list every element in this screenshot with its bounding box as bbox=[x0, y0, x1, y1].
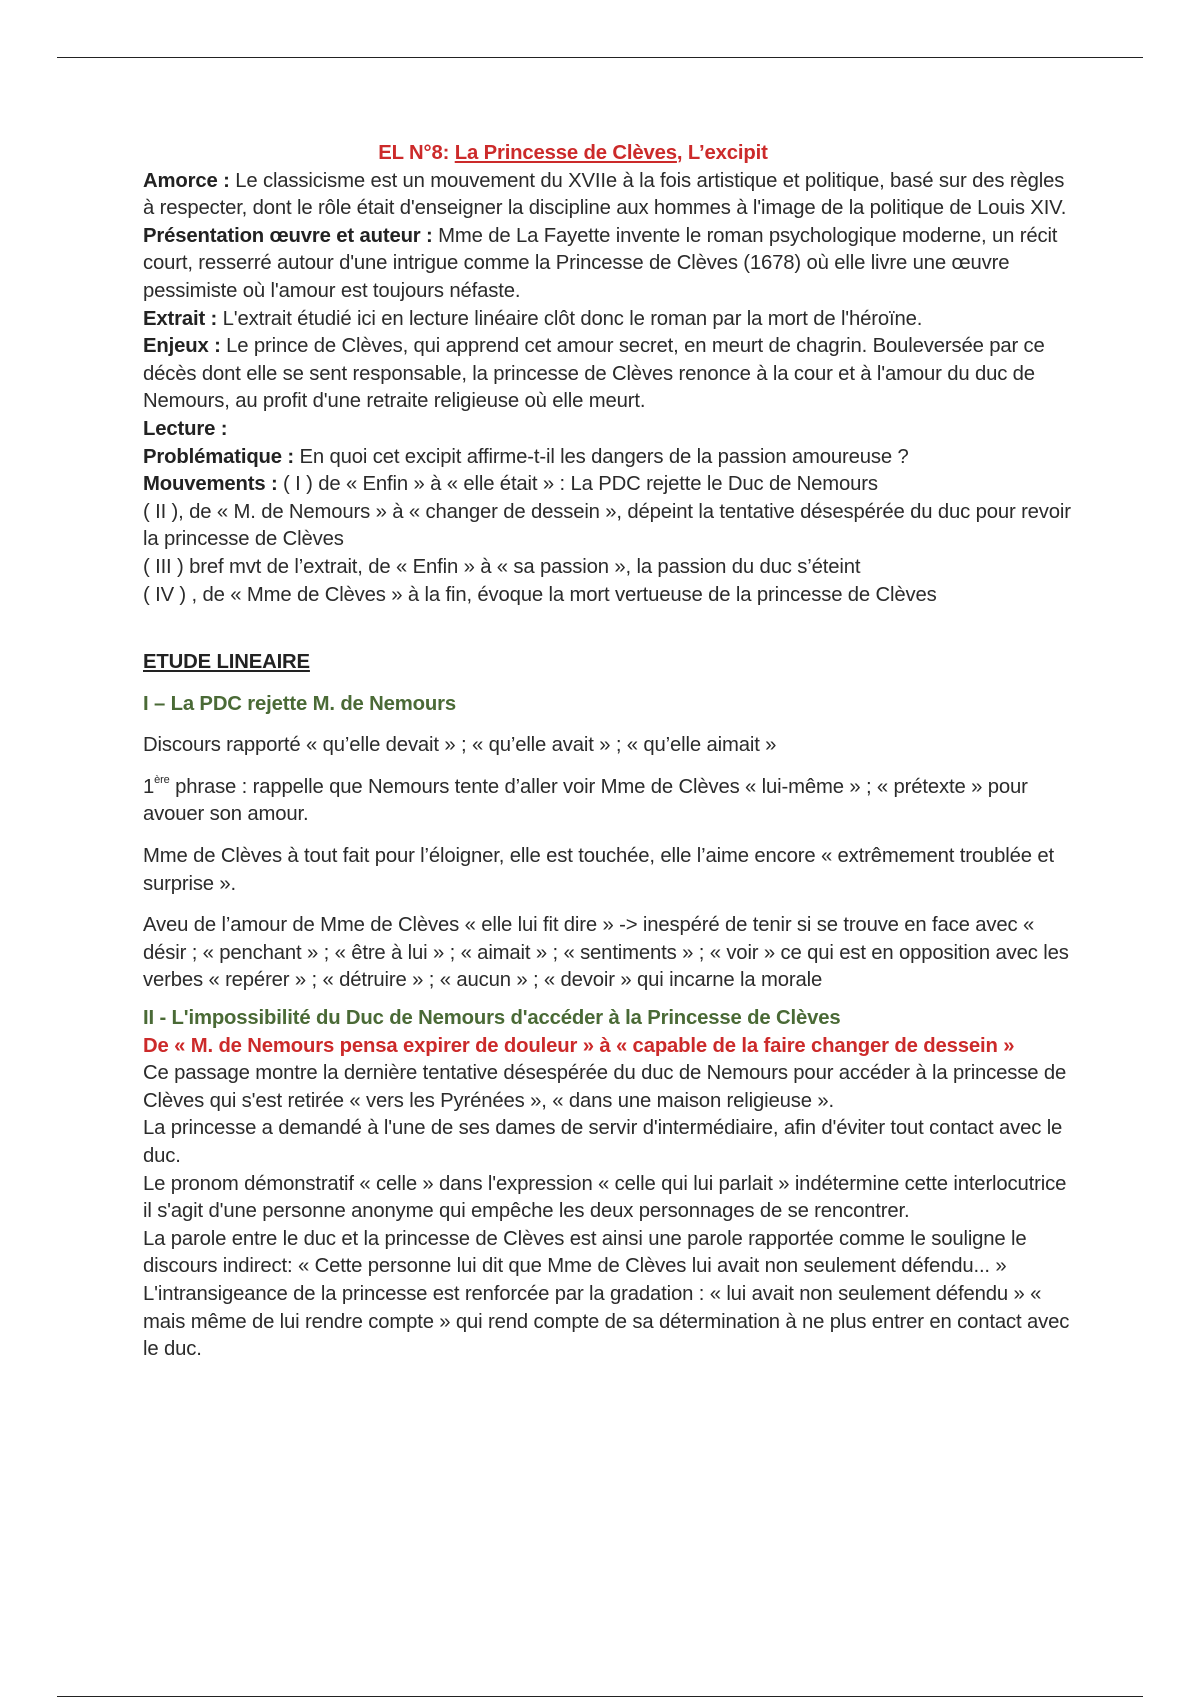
movement-4: ( IV ) , de « Mme de Clèves » à la fin, évoque la mort vertueuse de la princesse de Clèves bbox=[143, 583, 937, 606]
part1-paragraph: 1ère phrase : rappelle que Nemours tente d’aller voir Mme de Clèves « lui-même » ; « prétexte » pour avouer son amour. bbox=[143, 774, 1028, 826]
top-rule bbox=[57, 57, 1143, 58]
intro-problematique: Problématique : En quoi cet excipit affirme-t-il les dangers de la passion amoureuse ? bbox=[143, 445, 909, 468]
part1-paragraph: Discours rapporté « qu’elle devait » ; « qu’elle avait » ; « qu’elle aimait » bbox=[143, 734, 777, 757]
part2-paragraph: La parole entre le duc et la princesse de Clèves est ainsi une parole rapportée comme le souligne le discours indirect: « Cette personne lui dit que Mme de Clèves lui avait non seulement défendu... » bbox=[143, 1227, 1027, 1278]
part2-heading: II - L'impossibilité du Duc de Nemours d'accéder à la Princesse de Clèves bbox=[143, 1007, 841, 1030]
page-title: EL N°8: La Princesse de Clèves, L’excipit bbox=[378, 142, 768, 164]
movement-2: ( II ), de « M. de Nemours » à « changer de dessein », dépeint la tentative désespérée du duc pour revoir la princesse de Clèves bbox=[143, 500, 1071, 551]
part2-paragraph: La princesse a demandé à l'une de ses dames de servir d'intermédiaire, afin d'éviter tout contact avec le duc. bbox=[143, 1117, 1063, 1167]
book-title: La Princesse de Clèves bbox=[454, 142, 677, 164]
intro-extrait: Extrait : L'extrait étudié ici en lecture linéaire clôt donc le roman par la mort de l'héroïne. bbox=[143, 307, 923, 330]
part2-paragraph: Le pronom démonstratif « celle » dans l'expression « celle qui lui parlait » indétermine cette interlocutrice il s'agit d'une personne anonyme qui empêche les deux personnages de se rencontrer. bbox=[143, 1172, 1067, 1223]
part1-paragraph: Mme de Clèves à tout fait pour l’éloigner, elle est touchée, elle l’aime encore « extrêmement troublée et surprise ». bbox=[143, 845, 1054, 895]
intro-amorce: Amorce : Le classicisme est un mouvement du XVIIe à la fois artistique et politique, basé sur des règles à respecter, dont le rôle était d'enseigner la discipline aux hommes à l'image de la politique de Louis XIV. bbox=[143, 169, 1067, 220]
intro-mouvements: Mouvements : ( I ) de « Enfin » à « elle était » : La PDC rejette le Duc de Nemours bbox=[143, 473, 878, 496]
part2-paragraph: L'intransigeance de la princesse est renforcée par la gradation : « lui avait non seulement défendu » « mais même de lui rendre compte » qui rend compte de sa détermination à ne plus entrer en contact avec le duc. bbox=[143, 1282, 1070, 1361]
part1-heading: I – La PDC rejette M. de Nemours bbox=[143, 692, 457, 715]
intro-presentation: Présentation œuvre et auteur : Mme de La Fayette invente le roman psychologique moderne, un récit court, resserré autour d'une intrigue comme la Princesse de Clèves (1678) où elle livre une œuvre pessimiste où l'amour est toujours néfaste. bbox=[143, 224, 1058, 302]
part2-paragraph: Ce passage montre la dernière tentative désespérée du duc de Nemours pour accéder à la princesse de Clèves qui s'est retirée « vers les Pyrénées », « dans une maison religieuse ». bbox=[143, 1062, 1067, 1112]
section-heading-etude: ETUDE LINEAIRE bbox=[143, 651, 310, 674]
bottom-rule bbox=[57, 1696, 1143, 1697]
intro-enjeux: Enjeux : Le prince de Clèves, qui apprend cet amour secret, en meurt de chagrin. Bouleversée par ce décès dont elle se sent responsable, la princesse de Clèves renonce à la cour et à l'amour du duc de Nemours, au profit d'une retraite religieuse où elle meurt. bbox=[143, 335, 1045, 413]
movement-3: ( III ) bref mvt de l’extrait, de « Enfin » à « sa passion », la passion du duc s’éteint bbox=[143, 555, 861, 578]
part1-paragraph: Aveu de l’amour de Mme de Clèves « elle lui fit dire » -> inespéré de tenir si se trouve en face avec « désir ; « penchant » ; « être à lui » ; « aimait » ; « sentiments » ; « voir » ce qui est en opposition avec les verbes « repérer » ; « détruire » ; « aucun » ; « devoir » qui incarne la morale bbox=[143, 914, 1069, 992]
part2-subheading: De « M. de Nemours pensa expirer de douleur » à « capable de la faire changer de dessein » bbox=[143, 1034, 1015, 1057]
intro-lecture: Lecture : bbox=[143, 417, 228, 440]
document-body bbox=[143, 140, 1073, 1364]
